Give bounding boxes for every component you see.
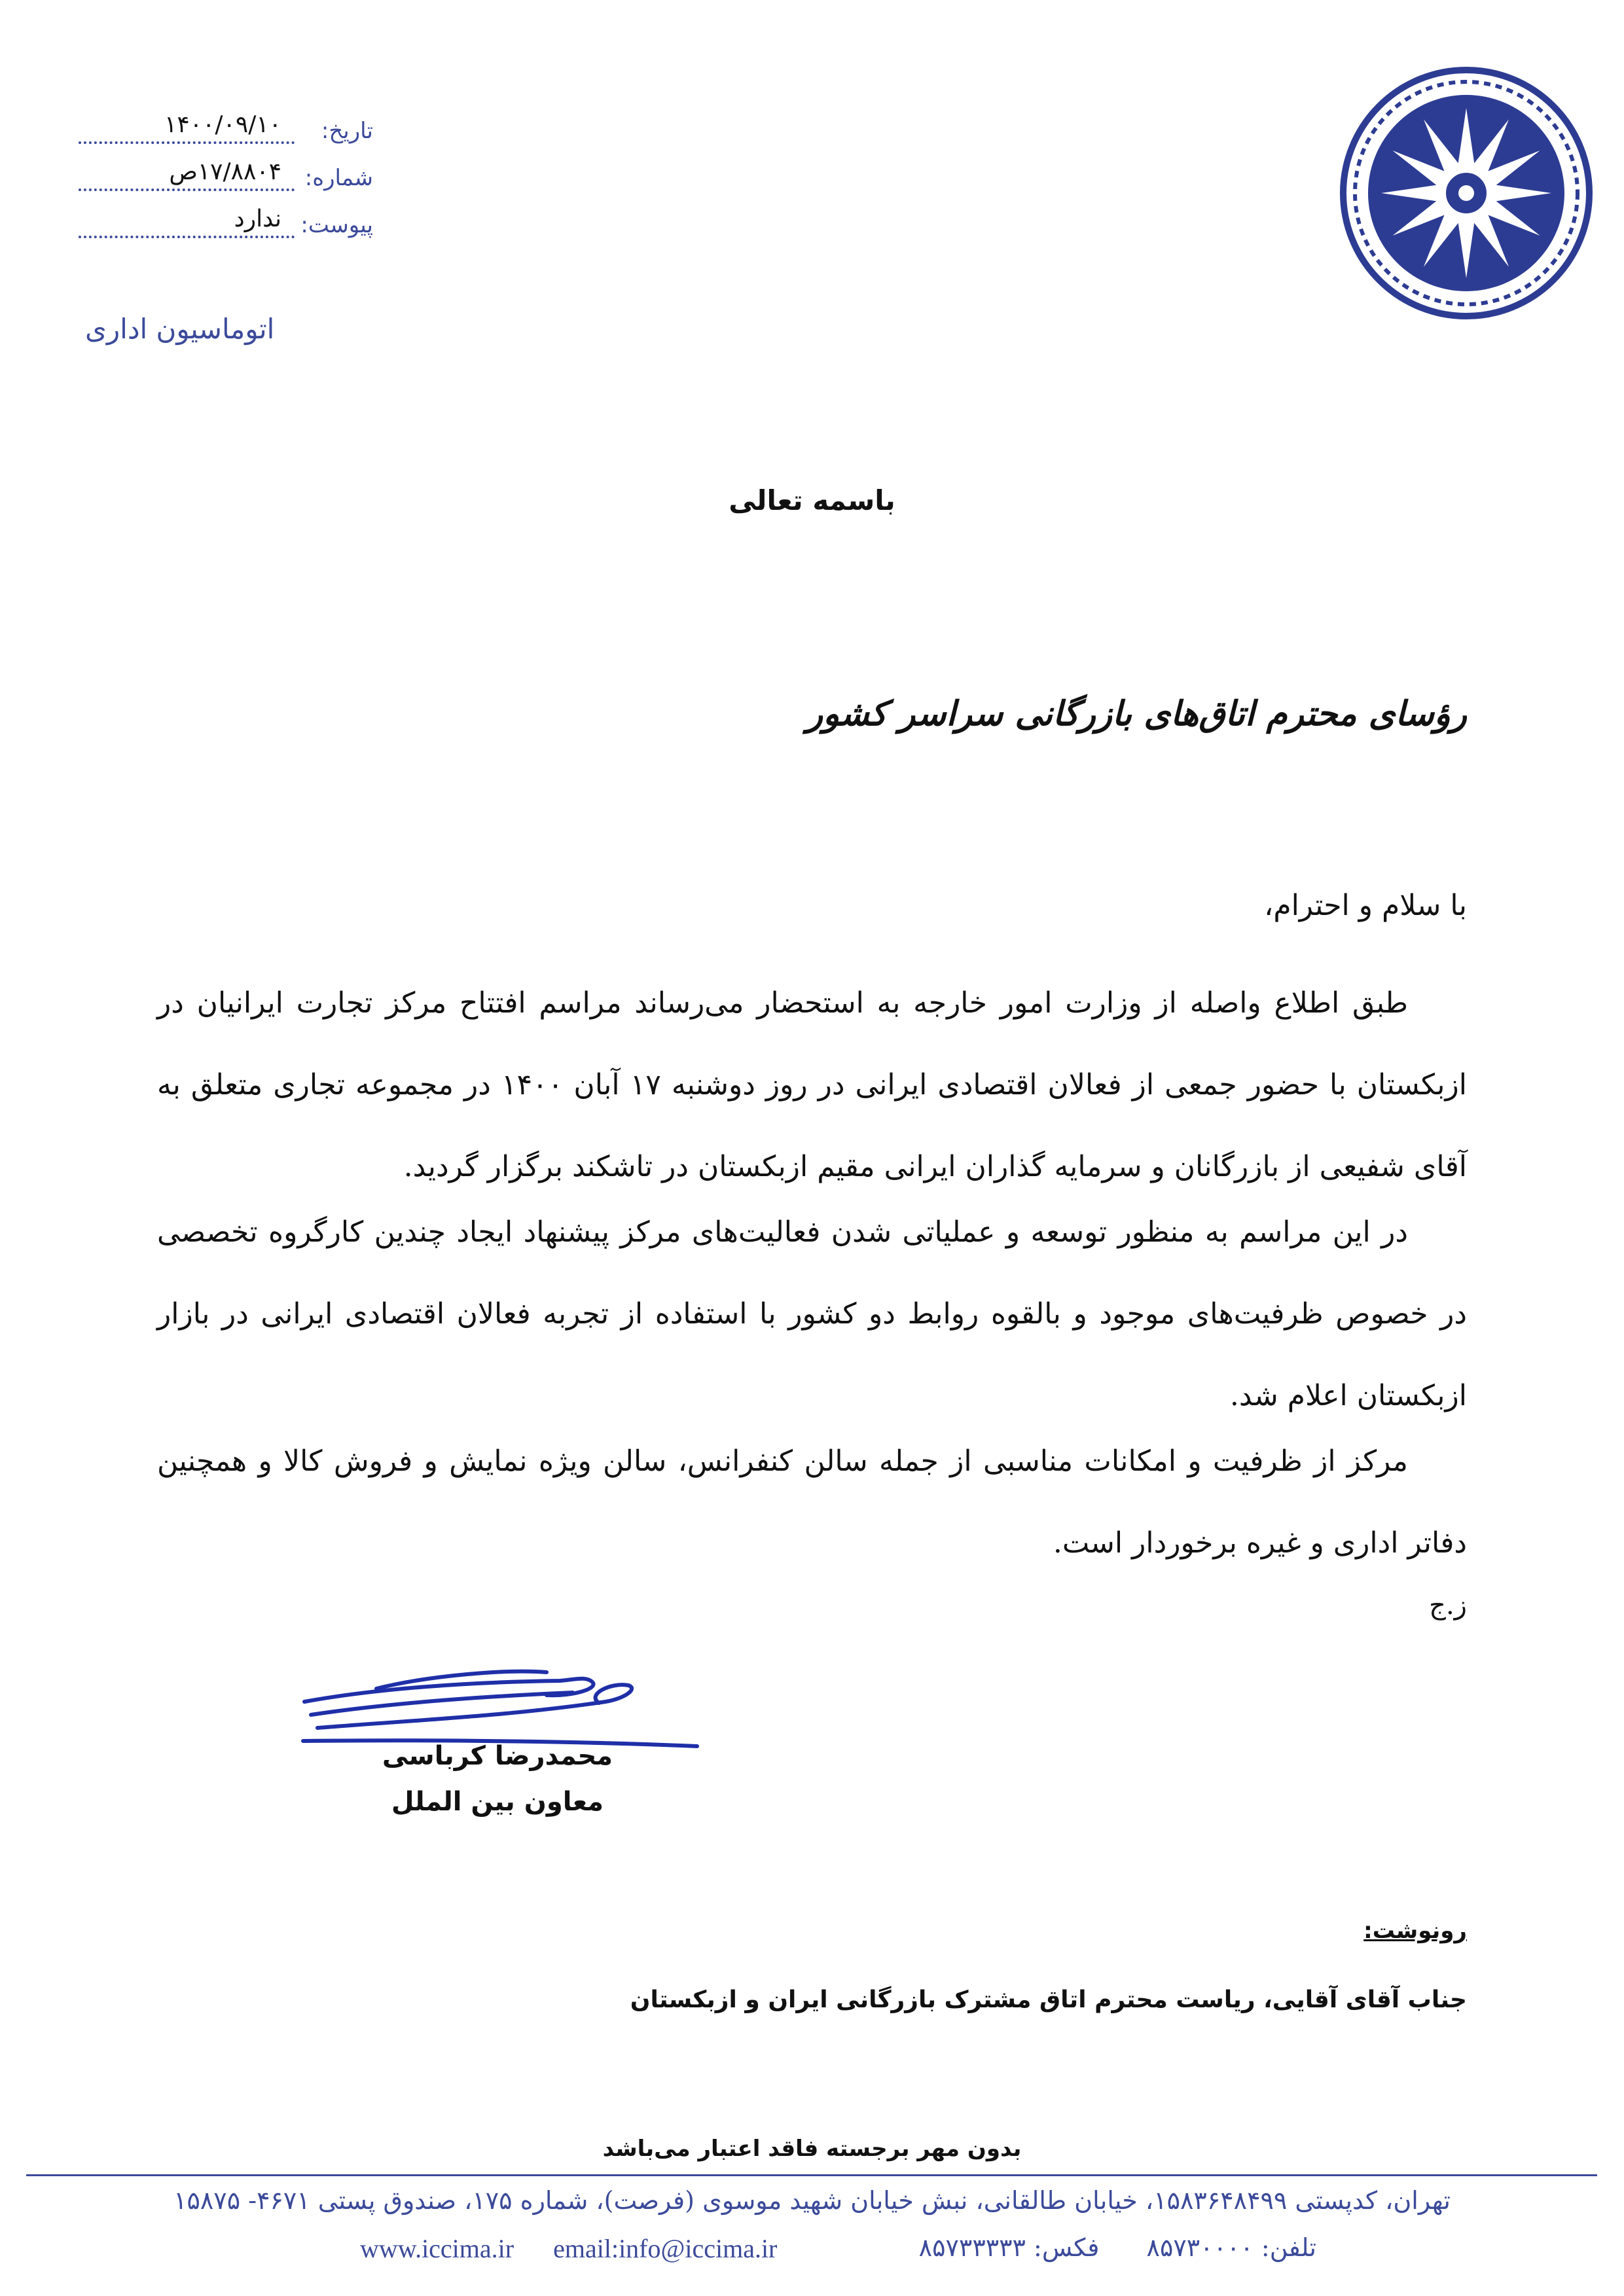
attachment-label: پیوست:: [300, 212, 373, 238]
validity-note: بدون مهر برجسته فاقد اعتبار می‌باشد: [602, 2136, 1022, 2162]
paragraph-line: در این مراسم به منظور توسعه و عملیاتی شدن فعالیت‌های مرکز پیشنهاد ایجاد چندین کارگروه تخصصی: [157, 1215, 1408, 1249]
paragraph-line: دفاتر اداری و غیره برخوردار است.: [1053, 1526, 1467, 1560]
cc-heading: رونوشت:: [1363, 1918, 1467, 1944]
invocation: باسمه تعالی: [729, 484, 895, 516]
greeting: با سلام و احترام،: [1264, 889, 1467, 922]
footer-divider: [26, 2174, 1597, 2176]
paragraph-line: مرکز از ظرفیت و امکانات مناسبی از جمله سالن کنفرانس، سالن ویژه نمایش و فروش کالا و همچنین: [157, 1444, 1408, 1478]
footer-address: تهران، کدپستی ۱۵۸۳۶۴۸۴۹۹، خیابان طالقانی، نبش خیابان شهید موسوی (فرصت)، شماره ۱۷۵، صندوق پستی ۴۶۷۱- ۱۵۸۷۵: [173, 2186, 1451, 2215]
footer-web: [360, 2233, 810, 2264]
date-field: [79, 111, 373, 157]
paragraph-3: [157, 1420, 1467, 1584]
paragraph-line: ازبکستان با حضور جمعی از فعالان اقتصادی ایرانی در روز دوشنبه ۱۷ آبان ۱۴۰۰ در مجموعه تجاری متعلق به: [157, 1068, 1467, 1102]
date-value: ۱۴۰۰/۰۹/۱۰: [164, 111, 281, 138]
number-value: ۱۷/۸۸۰۴ص: [169, 158, 281, 185]
number-label: شماره:: [304, 165, 373, 191]
typist-initials: ز.ج: [1429, 1590, 1467, 1621]
signatory-title: معاون بین الملل: [391, 1787, 604, 1817]
website-link[interactable]: www.iccima.ir: [360, 2234, 514, 2263]
paragraph-line: ازبکستان اعلام شد.: [1229, 1379, 1467, 1412]
paragraph-line: در خصوص ظرفیت‌های موجود و بالقوه روابط دو کشور با استفاده از تجربه فعالان اقتصادی ایرانی در بازار: [157, 1297, 1467, 1331]
fax-number: فکس: ۸۵۷۳۳۳۳۳: [918, 2233, 1100, 2262]
paragraph-1: [157, 962, 1467, 1208]
chamber-logo: [1335, 62, 1597, 324]
department-label: اتوماسیون اداری: [85, 313, 275, 345]
date-label: تاریخ:: [321, 118, 373, 144]
paragraph-line: طبق اطلاع واصله از وزارت امور خارجه به استحضار می‌رساند مراسم افتتاح مرکز تجارت ایرانیان در: [157, 986, 1408, 1020]
footer-phone-fax: [880, 2233, 1316, 2262]
phone-number: تلفن: ۸۵۷۳۰۰۰۰: [1146, 2233, 1316, 2262]
attachment-value: ندارد: [234, 206, 281, 232]
signatory-name: محمدرضا کرباسی: [382, 1741, 613, 1771]
attachment-field: [79, 206, 373, 251]
number-dotted-line: [79, 188, 295, 191]
handwritten-signature: [298, 1662, 704, 1754]
addressee: رؤسای محترم اتاق‌های بازرگانی سراسر کشور: [806, 694, 1467, 734]
paragraph-2: [157, 1191, 1467, 1437]
paragraph-line: آقای شفیعی از بازرگانان و سرمایه گذاران ایرانی مقیم ازبکستان در تاشکند برگزار گردید.: [403, 1150, 1467, 1183]
attachment-dotted-line: [79, 236, 295, 238]
number-field: [79, 158, 373, 204]
cc-recipient: جناب آقای آقایی، ریاست محترم اتاق مشترک بازرگانی ایران و ازبکستان: [630, 1986, 1467, 2013]
date-dotted-line: [79, 141, 295, 144]
email-link[interactable]: email:info@iccima.ir: [553, 2234, 778, 2263]
